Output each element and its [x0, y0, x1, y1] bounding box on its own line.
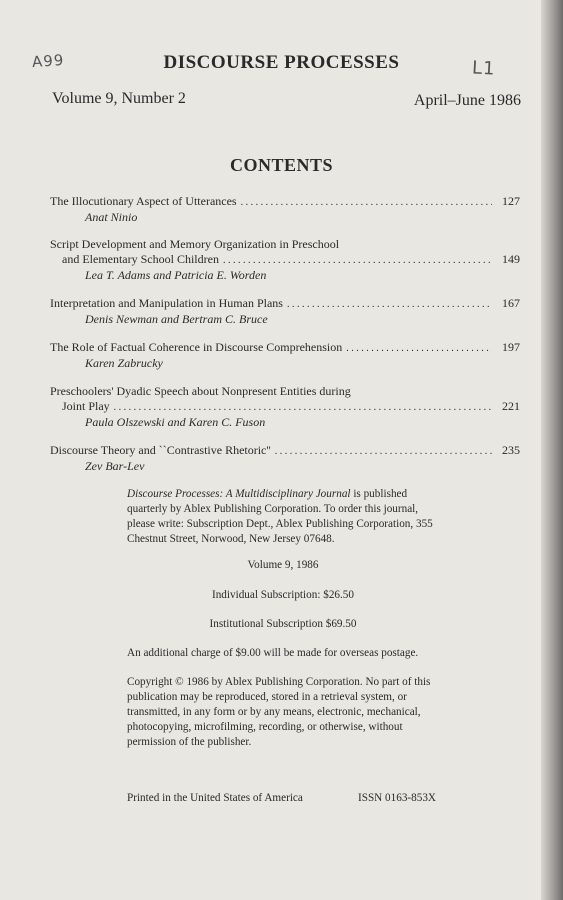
publication-info: [127, 487, 439, 547]
handwritten-note-right: L1: [471, 57, 497, 80]
journal-name: Discourse Processes: A Multidisciplinary Journal: [127, 488, 351, 500]
toc-entry-title-continued: Joint Play: [62, 399, 110, 413]
toc-entry-title: Interpretation and Manipulation in Human Plans: [50, 296, 283, 310]
toc-page-number: 235: [502, 443, 520, 457]
institutional-subscription: Institutional Subscription $69.50: [209, 618, 357, 630]
toc-page-number: 167: [502, 296, 520, 310]
issn: ISSN 0163-853X: [358, 792, 437, 804]
leader-dots: [241, 194, 492, 210]
toc-entry: [50, 340, 520, 371]
issue-date: April–June 1986: [413, 92, 521, 109]
leader-dots: [114, 399, 492, 415]
toc-entry: [50, 194, 520, 225]
toc-page-number: 149: [502, 252, 520, 266]
toc-page-number: 197: [502, 340, 520, 354]
journal-title: DISCOURSE PROCESSES: [163, 52, 400, 73]
toc-entry-title: The Role of Factual Coherence in Discourse Comprehension: [50, 340, 343, 354]
leader-dots: [275, 443, 492, 459]
toc-entry-title: Discourse Theory and ``Contrastive Rhetoric'': [50, 443, 271, 457]
toc-entry: [50, 443, 520, 474]
leader-dots: [223, 252, 492, 268]
toc-entry-title: Preschoolers' Dyadic Speech about Nonpresent Entities during: [50, 384, 351, 398]
copyright-notice: Copyright © 1986 by Ablex Publishing Corporation. No part of this publication may be reproduced, stored in a retrieval system, or transmitted, in any form or by any means, electronic, mechanical, photocopying, microfilming, recording, or otherwise, without permission of the publisher.: [127, 676, 431, 748]
toc-entry: [50, 296, 520, 327]
toc-entry: [50, 384, 520, 430]
toc-entry-authors: Anat Ninio: [85, 210, 138, 224]
toc-entry: [50, 237, 520, 283]
printed-in: Printed in the United States of America: [127, 792, 303, 804]
toc-entry-authors: Zev Bar-Lev: [85, 459, 145, 473]
toc-entry-authors: Paula Olszewski and Karen C. Fuson: [85, 415, 266, 429]
toc-entry-title: Script Development and Memory Organization in Preschool: [50, 237, 340, 251]
volume-number: Volume 9, Number 2: [52, 90, 186, 107]
individual-subscription: Individual Subscription: $26.50: [211, 589, 354, 601]
contents-heading: CONTENTS: [229, 155, 334, 175]
toc-entry-title-continued: and Elementary School Children: [62, 252, 219, 266]
volume-year: Volume 9, 1986: [247, 559, 319, 571]
handwritten-note-left: A99: [31, 50, 65, 72]
leader-dots: [346, 340, 492, 356]
toc-entry-title: The Illocutionary Aspect of Utterances: [50, 194, 237, 208]
page-edge-shadow: [541, 0, 563, 900]
toc-page-number: 221: [502, 399, 520, 413]
overseas-postage-note: An additional charge of $9.00 will be made for overseas postage.: [127, 647, 419, 659]
toc-entry-authors: Lea T. Adams and Patricia E. Worden: [85, 268, 267, 282]
toc-page-number: 127: [502, 194, 520, 208]
toc-entry-authors: Denis Newman and Bertram C. Bruce: [85, 312, 268, 326]
leader-dots: [287, 296, 492, 312]
publication-info-text: is published quarterly by Ablex Publishing Corporation. To order this journal, please write: Subscription Dept., Ablex Publishing Corporation, 355 Chestnut Street, Norwood, New Jersey 07648.: [127, 488, 433, 545]
toc-entry-authors: Karen Zabrucky: [85, 356, 163, 370]
